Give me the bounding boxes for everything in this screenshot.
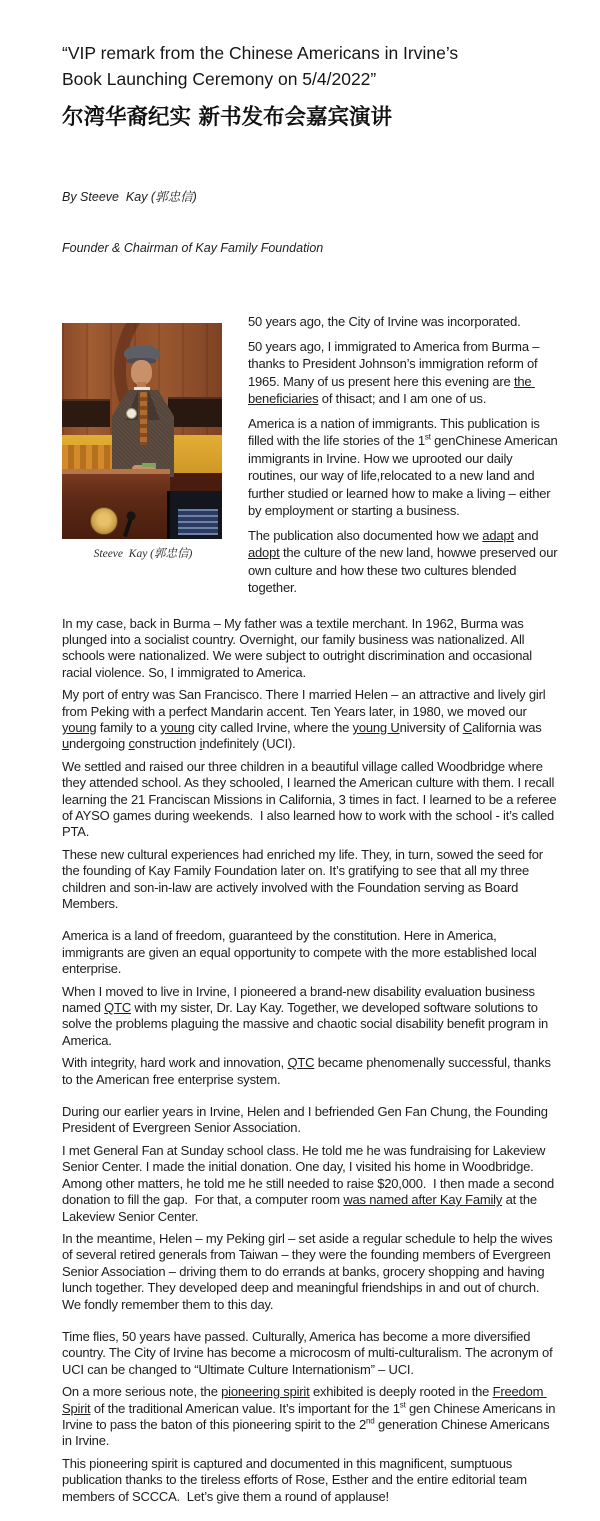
text-run: of the traditional American value. It’s important for the 1 bbox=[90, 1400, 400, 1416]
speaker-photo-figure bbox=[62, 313, 224, 604]
byline bbox=[62, 155, 558, 291]
byline-author: By Steeve Kay (郭忠信) bbox=[62, 190, 197, 204]
text-run: genChinese American immigrants in Irvine. How we uprooted our daily routines, our way of life,relocated to a new land and further studied or learned how to make a living – either by employment or starting a business. bbox=[248, 433, 561, 518]
paragraph bbox=[62, 1055, 558, 1088]
paragraph bbox=[62, 847, 558, 913]
text-run: family to a bbox=[96, 719, 161, 735]
paragraph bbox=[248, 313, 558, 331]
underlined-text: C bbox=[462, 719, 472, 735]
intro-column bbox=[248, 313, 561, 604]
underlined-text: was named after Kay Family bbox=[343, 1192, 503, 1208]
paragraph bbox=[62, 1143, 558, 1225]
underlined-text: u bbox=[62, 736, 70, 752]
speaker-photo bbox=[62, 323, 222, 539]
paragraph bbox=[248, 415, 561, 520]
text-run: of thisact; and I am one of us. bbox=[318, 391, 487, 406]
text-run: niversity of bbox=[399, 719, 463, 735]
text-run: and bbox=[513, 527, 542, 543]
text-run: My port of entry was San Francisco. There I married Helen – an attractive and lively girl from Peking with a perfect Mandarin accent. Ten Years later, in 1980, we moved our bbox=[62, 687, 549, 719]
underlined-text: pioneering spirit bbox=[221, 1384, 310, 1400]
superscript-text: st bbox=[399, 1400, 406, 1410]
text-run: On a more serious note, the bbox=[62, 1384, 222, 1400]
text-run: exhibited is deeply rooted in the bbox=[309, 1384, 493, 1400]
text-run: city called Irvine, where the bbox=[194, 719, 353, 735]
title-line-2: Book Launching Ceremony on 5/4/2022” bbox=[62, 69, 377, 89]
photo-council-desk-right bbox=[168, 397, 222, 427]
text-run: gen Chinese Americans in Irvine to pass the baton of this pioneering spirit to the 2 bbox=[62, 1400, 559, 1432]
paragraph bbox=[248, 527, 561, 597]
text-run: 50 years ago, the City of Irvine was incorporated. bbox=[248, 314, 521, 329]
text-run: The publication also documented how we bbox=[248, 527, 483, 543]
city-seal bbox=[90, 507, 118, 535]
photo-council-desk-left bbox=[62, 399, 110, 427]
held-notes bbox=[142, 463, 156, 467]
text-run: During our earlier years in Irvine, Helen and I befriended Gen Fan Chung, the Founding President of Evergreen Senior Association. bbox=[62, 1104, 552, 1136]
main-row bbox=[62, 313, 561, 604]
text-run: This pioneering spirit is captured and documented in this magnificent, sumptuous publication thanks to the tireless efforts of Rose, Esther and the entire editorial team members of SCCCA. Let’s give them a round of applause! bbox=[62, 1455, 531, 1504]
text-run: I met General Fan at Sunday school class. He told me he was fundraising for Lakeview Senior Center. I made the initial donation. One day, I visited his home in Woodbridge. Among other matters, he told me he still needed to raise $20,000. I then made a second donation to fill the gap. For that, a computer room bbox=[62, 1142, 558, 1208]
monitor-screen bbox=[178, 509, 218, 535]
text-run: with my sister, Dr. Lay Kay. Together, we developed software solutions to solve the problems plaguing the massive and chaotic social disability benefit program in America. bbox=[62, 1000, 551, 1048]
text-run: In the meantime, Helen – my Peking girl – set aside a regular schedule to help the wives of several retired generals from Taiwan – they were the founding members of Evergreen Senior Association – driving them to do errands at banks, grocery shopping and having lunch together. They developed deep and meaningful friendships in and out of church. We fondly remember them to this day. bbox=[62, 1230, 556, 1312]
photo-speaker bbox=[112, 345, 174, 477]
superscript-text: nd bbox=[366, 1416, 375, 1426]
underlined-text: i bbox=[199, 736, 203, 752]
text-run: Time flies, 50 years have passed. Culturally, America has become a more diversified country. The City of Irvine has become a microcosm of multi-culturalism. The acronym of UCI can be changed to “Ultimate Culture Internationism” – UCI. bbox=[62, 1328, 556, 1377]
underlined-text: young bbox=[160, 719, 195, 735]
paragraph bbox=[62, 616, 558, 682]
title-line-1: “VIP remark from the Chinese Americans in Irvine’s bbox=[62, 43, 459, 63]
paragraph bbox=[62, 1104, 558, 1137]
text-run: ndergoing bbox=[69, 736, 129, 752]
text-run: When I moved to live in Irvine, I pioneered a brand-new disability evaluation business named bbox=[62, 983, 539, 1016]
section bbox=[62, 1104, 558, 1313]
text-run: In my case, back in Burma – My father was a textile merchant. In 1962, Burma was plunged into a socialist country. Overnight, our family business was nationalized. All schools were nationalized. We were subject to outright discrimination and occasional racial violence. So, I immigrated to America. bbox=[62, 615, 536, 680]
text-run: the culture of the new land, howwe preserved our own culture and how these two cultures blended together. bbox=[248, 545, 561, 595]
paragraph bbox=[62, 1384, 558, 1450]
paragraph bbox=[62, 759, 558, 841]
section bbox=[62, 1329, 558, 1505]
text-run: generation Chinese Americans in Irvine. bbox=[62, 1416, 553, 1449]
text-run: We settled and raised our three children in a beautiful village called Woodbridge where they attended school. As they schooled, I learned the American culture with them. I recall learning the 21 Franciscan Missions in California, 3 times in fact. I learned to be a referee of AYSO games during weekends. I also learned how to work with the school - it’s called PTA. bbox=[62, 758, 560, 840]
text-run: These new cultural experiences had enriched my life. They, in turn, sowed the seed for the founding of Kay Family Foundation later on. It’s gratifying to see that all my three children and son-in-law are actively involved with the Foundation serving as Board Members. bbox=[62, 846, 547, 911]
text-run: America is a nation of immigrants. This publication is filled with the life stories of the 1 bbox=[248, 415, 544, 448]
text-run: America is a land of freedom, guaranteed by the constitution. Here in America, immigrants are given an equal opportunity to compete with the more established local enterprise. bbox=[62, 928, 541, 977]
underlined-text: adapt bbox=[482, 527, 514, 543]
paragraph bbox=[62, 1456, 558, 1505]
underlined-text: QTC bbox=[287, 1055, 315, 1071]
paragraph bbox=[62, 1231, 558, 1313]
section bbox=[62, 928, 558, 1088]
underlined-text: the beneficiaries bbox=[248, 373, 535, 406]
underlined-text: QTC bbox=[104, 1000, 132, 1016]
document-title-chinese: 尔湾华裔纪实 新书发布会嘉宾演讲 bbox=[62, 105, 392, 130]
text-run: onstruction bbox=[134, 736, 200, 752]
byline-role: Founder & Chairman of Kay Family Foundation bbox=[62, 241, 324, 255]
underlined-text: adopt bbox=[248, 545, 280, 560]
text-run: ndefinitely (UCI). bbox=[202, 736, 296, 752]
paragraph bbox=[62, 984, 558, 1050]
podium bbox=[62, 469, 170, 539]
text-run: alifornia was bbox=[471, 719, 546, 735]
text-run: With integrity, hard work and innovation, bbox=[62, 1055, 288, 1071]
paragraph bbox=[62, 687, 558, 753]
photo-caption: Steeve Kay (郭忠信) bbox=[93, 548, 193, 560]
text-run: at the Lakeview Senior Center. bbox=[62, 1192, 541, 1224]
text-run: became phenomenally successful, thanks to the American free enterprise system. bbox=[62, 1055, 555, 1087]
underlined-text: c bbox=[128, 736, 135, 752]
section bbox=[62, 616, 558, 913]
lapel-badge bbox=[126, 408, 137, 419]
paragraph bbox=[62, 1329, 558, 1378]
paragraph bbox=[248, 338, 558, 408]
document-title bbox=[62, 40, 558, 92]
patterned-tie bbox=[140, 392, 147, 445]
underlined-text: young bbox=[62, 719, 97, 735]
underlined-text: young U bbox=[352, 719, 400, 735]
superscript-text: st bbox=[424, 432, 431, 442]
underlined-text: Freedom Spirit bbox=[62, 1384, 547, 1416]
body-sections bbox=[62, 616, 558, 1506]
paragraph bbox=[62, 928, 558, 977]
text-run: 50 years ago, I immigrated to America from Burma – thanks to President Johnson’s immigration reform of 1965. Many of us present here this evening are bbox=[248, 338, 543, 389]
